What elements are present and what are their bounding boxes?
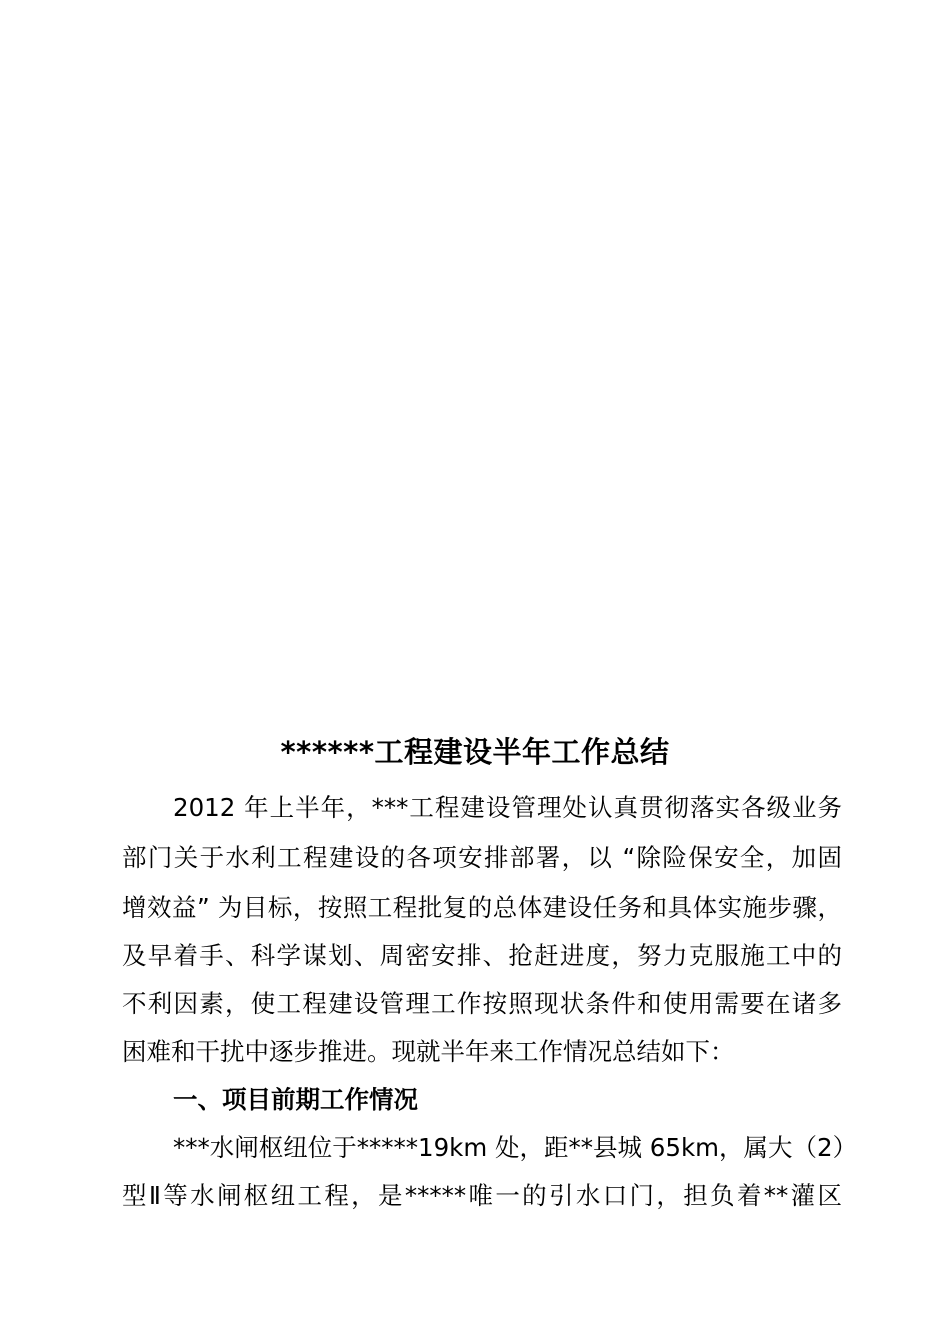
paragraph-2-line-1: ***水闸枢纽位于*****19km 处，距**县城 65km，属大（2） [173, 1133, 858, 1162]
paragraph-1-line-2: 部门关于水利工程建设的各项安排部署，以 “除险保安全，加固 [122, 843, 842, 872]
paragraph-1-line-3: 增效益” 为目标，按照工程批复的总体建设任务和具体实施步骤， [122, 893, 842, 922]
paragraph-1-line-6: 困难和干扰中逐步推进。现就半年来工作情况总结如下： [122, 1037, 735, 1066]
paragraph-2-line-2: 型Ⅱ等水闸枢纽工程，是*****唯一的引水口门，担负着**灌区 [122, 1181, 842, 1210]
paragraph-1-line-1: 2012 年上半年，***工程建设管理处认真贯彻落实各级业务 [173, 793, 842, 822]
document-title: ******工程建设半年工作总结 [280, 735, 670, 769]
paragraph-1-line-4: 及早着手、科学谋划、周密安排、抢赶进度，努力克服施工中的 [122, 941, 842, 970]
section-1-heading: 一、项目前期工作情况 [173, 1085, 418, 1114]
paragraph-1-line-5: 不利因素，使工程建设管理工作按照现状条件和使用需要在诸多 [122, 989, 842, 1018]
